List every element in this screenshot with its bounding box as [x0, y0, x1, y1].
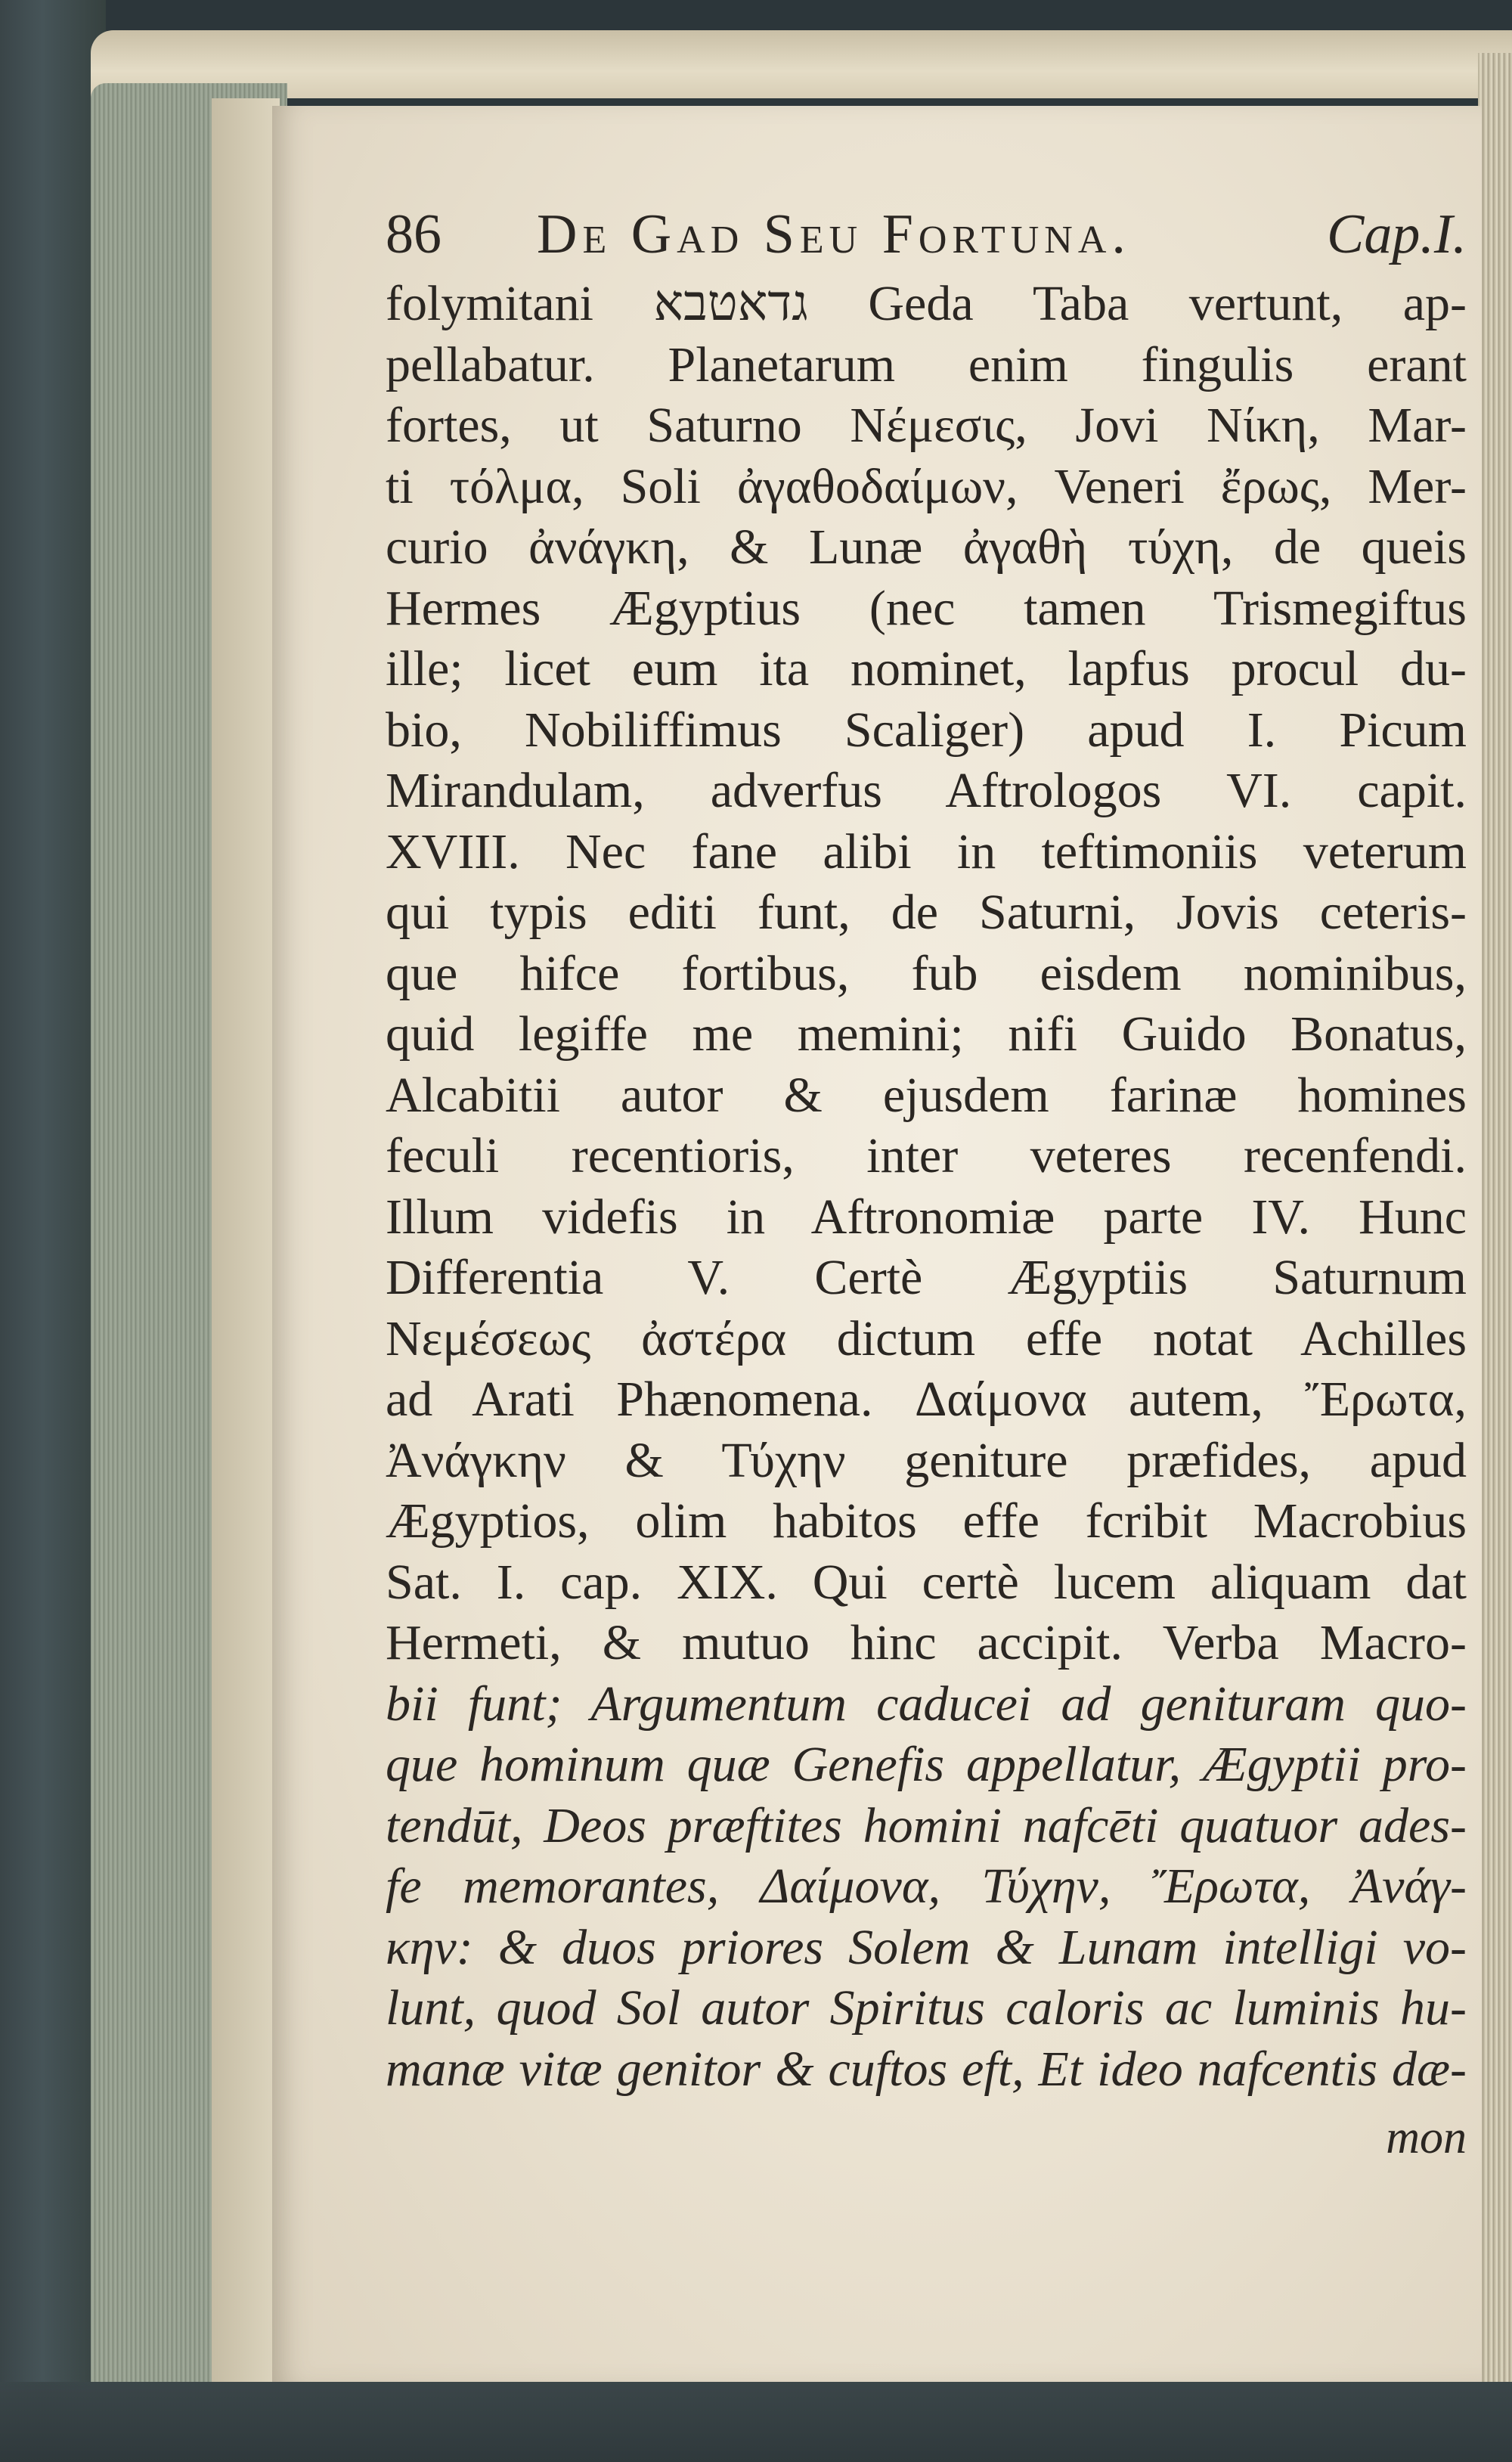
- page-text-block: [386, 197, 1467, 2168]
- catchword: mon: [1386, 2112, 1467, 2163]
- book-page: [272, 106, 1482, 2382]
- text-line: Ægyptios, olim habitos effe fcribit Macrobius: [386, 1493, 1467, 1549]
- page-stack-right: [1478, 53, 1512, 2397]
- text-line: lunt, quod Sol autor Spiritus caloris ac luminis hu-: [386, 1980, 1467, 2036]
- text-line: Hermeti, & mutuo hinc accipit. Verba Macro-: [386, 1615, 1467, 1670]
- text-line: qui typis editi funt, de Saturni, Jovis ceteris-: [386, 885, 1467, 940]
- text-line: ti τόλμα, Soli ἀγαθοδαίμων, Veneri ἔρως, Mer-: [386, 458, 1467, 514]
- book-cover-bottom: [0, 2382, 1512, 2462]
- text-line: Mirandulam, adverfus Aftrologos VI. capit.: [386, 763, 1467, 818]
- text-line: Νεμέσεως ἀστέρα dictum effe notat Achilles: [386, 1310, 1467, 1366]
- page-number: 86: [386, 203, 442, 265]
- text-line: κην: & duos priores Solem & Lunam intelligi vo-: [386, 1919, 1467, 1975]
- running-title: De Gad Seu Fortuna.: [537, 203, 1131, 265]
- text-line: curio ἀνάγκη, & Lunæ ἀγαθὴ τύχη, de queis: [386, 519, 1467, 575]
- text-line: fortes, ut Saturno Νέμεσις, Jovi Νίκη, Mar-: [386, 398, 1467, 453]
- text-line: bii funt; Argumentum caducei ad genituram quo-: [386, 1676, 1467, 1732]
- text-line: feculi recentioris, inter veteres recenfendi.: [386, 1128, 1467, 1183]
- text-line: XVIII. Nec fane alibi in teftimoniis veterum: [386, 823, 1467, 879]
- page-stack-inner: [212, 98, 280, 2389]
- text-line: Hermes Ægyptius (nec tamen Trismegiftus: [386, 580, 1467, 636]
- text-line: Alcabitii autor & ejusdem farinæ homines: [386, 1067, 1467, 1123]
- text-line: fe memorantes, Δαίμονα, Τύχην, Ἔρωτα, Ἀνάγ-: [386, 1859, 1467, 1914]
- body-text: [386, 274, 1467, 2100]
- text-line: Illum videfis in Aftronomiæ parte IV. Hunc: [386, 1189, 1467, 1245]
- text-line: quid legiffe me memini; nifi Guido Bonatus,: [386, 1006, 1467, 1062]
- text-line: ille; licet eum ita nominet, lapfus procul du-: [386, 641, 1467, 696]
- text-line: Sat. I. cap. XIX. Qui certè lucem aliquam dat: [386, 1554, 1467, 1610]
- text-line: Differentia V. Certè Ægyptiis Saturnum: [386, 1250, 1467, 1305]
- text-line: que hominum quæ Genefis appellatur, Ægyptii pro-: [386, 1737, 1467, 1792]
- text-line: folymitani גדאטבא Geda Taba vertunt, ap-: [386, 276, 1467, 331]
- text-line: manæ vitæ genitor & cuftos eft, Et ideo nafcentis dæ-: [386, 2041, 1467, 2097]
- running-head: [386, 197, 1467, 272]
- text-line: que hifce fortibus, fub eisdem nominibus,: [386, 945, 1467, 1001]
- text-line: tendūt, Deos præftites homini nafcēti quatuor ades-: [386, 1797, 1467, 1853]
- book-top-edge: [91, 30, 1512, 98]
- chapter-label: Cap.I.: [1327, 203, 1467, 265]
- book-cover-left: [0, 0, 106, 2462]
- text-line: Ἀνάγκην & Τύχην geniture præfides, apud: [386, 1432, 1467, 1488]
- text-line: pellabatur. Planetarum enim fingulis erant: [386, 336, 1467, 392]
- text-line: bio, Nobiliffimus Scaliger) apud I. Picum: [386, 702, 1467, 758]
- text-line: ad Arati Phænomena. Δαίμονα autem, Ἔρωτα,: [386, 1372, 1467, 1427]
